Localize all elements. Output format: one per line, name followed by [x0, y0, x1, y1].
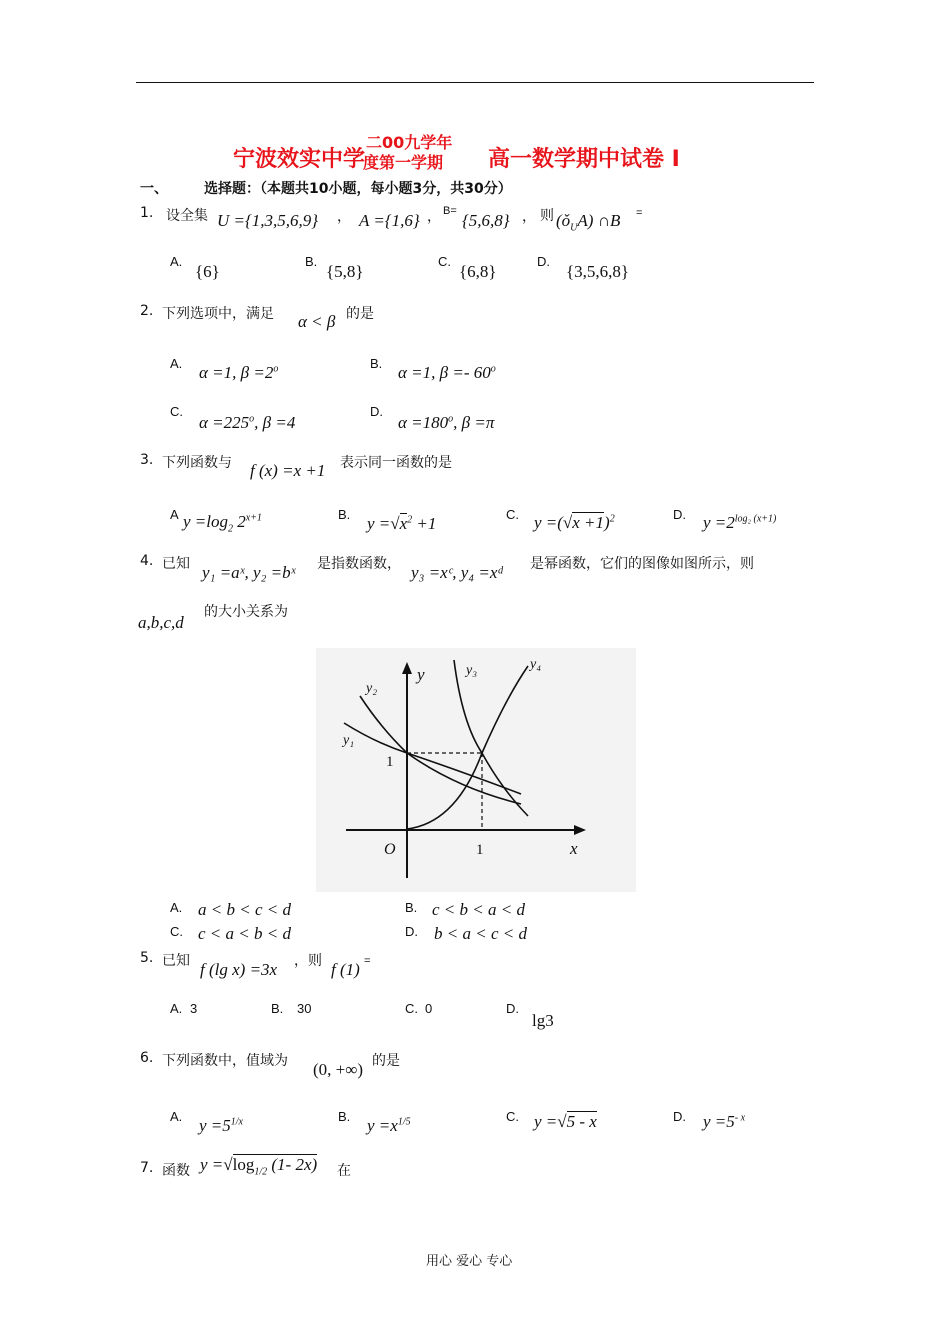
- section-heading: 选择题：（本题共10小题，每小题3分，共30分）: [204, 181, 512, 197]
- q3-option-b-value: [367, 514, 436, 534]
- q6-d-main: y =5: [703, 1112, 735, 1131]
- graph-label-y1: y₁: [343, 733, 355, 748]
- q2-option-d-label: D.: [370, 404, 383, 419]
- q1-set-U: U ={1,3,5,6,9}: [217, 211, 319, 230]
- x-axis-arrow-icon: [574, 825, 586, 835]
- q2-condition: α < β: [298, 312, 336, 331]
- q4-option-d-value: b < a < c < d: [434, 924, 527, 943]
- q1-expr-a: (ǒ: [556, 211, 571, 230]
- q5-mid: ，则: [294, 953, 322, 969]
- q2-text: 下列选项中，满足: [162, 306, 274, 322]
- q6-option-b-value: [367, 1116, 411, 1136]
- q5-option-a-label: A.: [170, 1001, 183, 1016]
- q6-option-a-label: A.: [170, 1109, 183, 1124]
- q5-text: 已知: [162, 953, 190, 969]
- q4-graph-svg: [316, 648, 636, 892]
- q6-number: 6.: [140, 1050, 154, 1066]
- q3-option-b-label: B.: [338, 507, 351, 522]
- q1-set-A: A ={1,6}: [359, 211, 420, 230]
- q6-b-main: y =x: [367, 1116, 398, 1135]
- q3-a-main: y =log: [183, 512, 228, 531]
- graph-label-y4: y₄: [530, 657, 542, 672]
- q4-option-a-label: A.: [170, 900, 183, 915]
- q4-option-b-label: B.: [405, 900, 418, 915]
- q1-comma-3: ，: [522, 209, 536, 225]
- q4-expression-2: y₃ =xᶜ, y₄ =xᵈ: [411, 563, 503, 582]
- graph-label-one-x: 1: [476, 842, 484, 858]
- q5-option-b-value: 30: [297, 1001, 312, 1016]
- q2-option-c-label: C.: [170, 404, 183, 419]
- q7-number: 7.: [140, 1160, 154, 1176]
- q1-number: 1.: [140, 205, 154, 221]
- q4-option-a-value: a < b < c < d: [198, 900, 291, 919]
- q6-c-radicand: 5 - x: [566, 1112, 597, 1131]
- q2-option-d-value: [398, 413, 494, 433]
- q1-option-c-value: {6,8}: [459, 262, 497, 281]
- q4-option-d-label: D.: [405, 924, 418, 939]
- q1-expr-sub: U: [570, 222, 578, 234]
- q5-option-a-value: 3: [190, 1001, 198, 1016]
- q1-option-d-label: D.: [537, 254, 550, 269]
- q6-option-d-value: [703, 1112, 745, 1132]
- section-number: 一、: [140, 181, 168, 197]
- graph-label-origin: O: [384, 841, 396, 858]
- q6-d-sup: - x: [734, 1112, 746, 1124]
- q6-option-b-label: B.: [338, 1109, 351, 1124]
- q6-option-c-label: C.: [506, 1109, 519, 1124]
- q5-option-c-label: C.: [405, 1001, 418, 1016]
- q4-function-graph: [316, 648, 636, 892]
- q3-b-sup: 2: [407, 514, 413, 526]
- q6-a-main: y =5: [199, 1116, 231, 1135]
- curve-y4: [407, 666, 528, 829]
- q3-expression: f (x) =x +1: [250, 461, 326, 480]
- q2-d-rest: , β =π: [453, 413, 495, 432]
- q5-number: 5.: [140, 950, 154, 966]
- q1-expr-b: A) ∩B: [577, 211, 621, 230]
- q4-tail: 是幂函数，它们的图像如图所示，则: [530, 556, 754, 572]
- q4-text: 已知: [162, 556, 190, 572]
- q4-number: 4.: [140, 553, 154, 569]
- q6-expression: (0, +∞): [313, 1060, 364, 1079]
- q6-option-d-label: D.: [673, 1109, 686, 1124]
- graph-label-y: y: [417, 665, 425, 684]
- q1-comma-1: ，: [337, 209, 351, 225]
- q2-c-rest: , β =4: [254, 413, 296, 432]
- q4-variables: a,b,c,d: [138, 613, 184, 632]
- curve-y1: [344, 723, 521, 794]
- q1-B-label: B=: [443, 205, 457, 217]
- q3-tail: 表示同一函数的是: [340, 455, 452, 471]
- q3-c-radicand: x +1: [572, 513, 605, 532]
- q7-expression: [200, 1155, 317, 1177]
- q4-expression-1: y₁ =aˣ, y₂ =bˣ: [202, 563, 296, 582]
- q6-a-sup: 1/x: [230, 1116, 243, 1128]
- q1-text: 设全集: [166, 208, 208, 224]
- q6-b-sup: 1/5: [397, 1116, 411, 1128]
- q2-a-main: α =1, β =2: [199, 363, 274, 382]
- q3-option-a-value: [183, 512, 262, 534]
- q5-option-b-label: B.: [271, 1001, 284, 1016]
- q3-b-main: y =√: [367, 514, 400, 533]
- q3-number: 3.: [140, 452, 154, 468]
- q2-option-a-value: [199, 363, 278, 383]
- q2-b-main: α =1, β =- 60: [398, 363, 491, 382]
- q7-arg: (1- 2x): [267, 1155, 318, 1174]
- graph-label-x: x: [570, 839, 578, 858]
- graph-label-y2: y₂: [366, 681, 378, 696]
- page-footer: 用心 爱心 专心: [426, 1254, 513, 1269]
- q7-log: log: [232, 1155, 255, 1174]
- q2-number: 2.: [140, 303, 154, 319]
- q3-text: 下列函数与: [162, 455, 232, 471]
- q1-comma-2: ，: [427, 209, 441, 225]
- q5-option-c-value: 0: [425, 1001, 433, 1016]
- q3-b-radicand: x: [399, 514, 408, 533]
- q5-option-d-label: D.: [506, 1001, 519, 1016]
- q7-tail: 在: [337, 1163, 351, 1179]
- q1-option-b-value: {5,8}: [326, 262, 364, 281]
- q2-b-degree: o: [490, 363, 496, 375]
- q1-option-c-label: C.: [438, 254, 451, 269]
- title-part-b-top: 二00九学年: [366, 133, 453, 152]
- q3-option-d-value: [703, 513, 776, 533]
- q1-option-b-label: B.: [305, 254, 318, 269]
- q3-c-close: ): [604, 513, 610, 532]
- q3-a-sub: 2: [228, 523, 233, 535]
- title-part-c: 高一数学期中试卷 I: [488, 147, 680, 172]
- q6-tail: 的是: [372, 1053, 400, 1069]
- q7-text: 函数: [162, 1163, 190, 1179]
- q3-option-a-label: A: [170, 507, 179, 522]
- q1-then: 则: [540, 208, 554, 224]
- q4-option-b-value: c < b < a < d: [432, 900, 525, 919]
- q3-option-c-value: [534, 513, 615, 533]
- q2-c-main: α =225: [199, 413, 250, 432]
- q5-expression-2: f (1): [331, 960, 360, 979]
- q2-option-b-value: [398, 363, 496, 383]
- q4-tail-2: 的大小关系为: [204, 604, 288, 620]
- q4-option-c-value: c < a < b < d: [198, 924, 291, 943]
- q6-text: 下列函数中，值域为: [162, 1053, 288, 1069]
- q2-option-b-label: B.: [370, 356, 383, 371]
- q3-d-sup: log₂ (x+1): [734, 513, 777, 525]
- q3-c-sup: 2: [609, 513, 615, 525]
- q2-c-degree: o: [249, 413, 255, 425]
- q2-option-a-label: A.: [170, 356, 183, 371]
- q3-option-c-label: C.: [506, 507, 519, 522]
- q1-expression: [556, 211, 620, 233]
- title-part-a: 宁波效实中学: [233, 147, 366, 172]
- q7-main: y =√: [200, 1155, 233, 1174]
- q5-expression: f (lg x) =3x: [200, 960, 278, 979]
- title-part-b-bottom: 度第一学期: [363, 153, 444, 172]
- graph-label-one-y: 1: [386, 754, 394, 770]
- q3-a-sup: x+1: [245, 512, 262, 524]
- q1-set-B: {5,6,8}: [462, 211, 510, 230]
- q3-c-main: y =(√: [534, 513, 573, 532]
- q2-d-main: α =180: [398, 413, 449, 432]
- q4-option-c-label: C.: [170, 924, 183, 939]
- q5-option-d-value: lg3: [532, 1011, 554, 1030]
- q7-sub: 1/2: [254, 1166, 268, 1178]
- q1-option-a-value: {6}: [195, 262, 220, 281]
- y-axis-arrow-icon: [402, 662, 412, 674]
- q4-mid: 是指数函数，: [317, 556, 401, 572]
- q7-radicand: [232, 1154, 318, 1178]
- q3-d-main: y =2: [703, 513, 735, 532]
- q2-d-degree: o: [448, 413, 454, 425]
- q1-option-a-label: A.: [170, 254, 183, 269]
- q6-option-a-value: [199, 1116, 243, 1136]
- q3-a-base: 2: [233, 512, 246, 531]
- q6-option-c-value: [534, 1112, 597, 1132]
- q5-equals: =: [364, 955, 371, 967]
- q1-equals: =: [636, 207, 643, 219]
- q2-tail: 的是: [346, 306, 374, 322]
- top-rule: [136, 82, 814, 83]
- graph-label-y3: y₃: [466, 663, 478, 678]
- q6-c-main: y =√: [534, 1112, 567, 1131]
- curve-y2: [360, 696, 521, 804]
- q2-a-degree: o: [273, 363, 279, 375]
- q1-option-d-value: {3,5,6,8}: [566, 262, 630, 281]
- q3-option-d-label: D.: [673, 507, 686, 522]
- q3-b-rest: +1: [412, 514, 437, 533]
- q2-option-c-value: [199, 413, 295, 433]
